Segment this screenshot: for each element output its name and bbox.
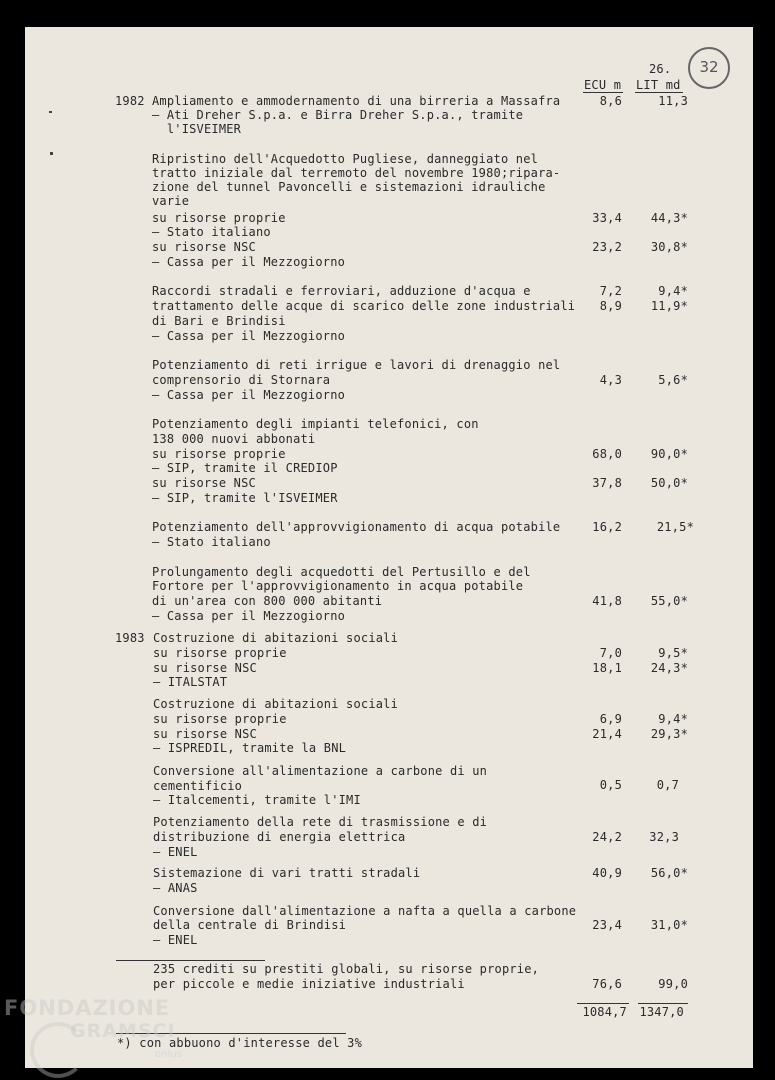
entry-line: Potenziamento di reti irrigue e lavori di drenaggio nel	[152, 358, 561, 372]
entry-line: su risorse proprie	[152, 447, 286, 461]
entry-line: distribuzione di energia elettrica	[153, 830, 406, 844]
lit-value: 24,3*	[650, 661, 688, 675]
entry-line: Conversione all'alimentazione a carbone di un	[153, 764, 488, 778]
entry-line: – Cassa per il Mezzogiorno	[152, 329, 346, 343]
ecu-value: 8,6	[599, 94, 622, 108]
separator-line	[116, 960, 265, 961]
entry-line: – Stato italiano	[152, 535, 271, 549]
entry-line: Potenziamento degli impianti telefonici, con	[152, 417, 479, 431]
entry-line: – Cassa per il Mezzogiorno	[152, 255, 346, 269]
entry-line: tratto iniziale dal terremoto del novembre 1980;ripara-	[152, 166, 561, 180]
entry-line: Costruzione di abitazioni sociali	[153, 631, 399, 645]
page-number: 26.	[649, 62, 672, 76]
lit-value: 32,3	[649, 830, 679, 844]
stamp-number: 32	[699, 58, 719, 76]
entry-line: – SIP, tramite il CREDIOP	[152, 461, 338, 475]
header-lit-underline	[635, 92, 683, 93]
header-lit: LIT md	[636, 78, 681, 92]
lit-value: 11,9*	[650, 299, 688, 313]
year-1983: 1983	[115, 631, 145, 645]
lit-value: 11,3	[658, 94, 688, 108]
footnote: *) con abbuono d'interesse del 3%	[117, 1036, 363, 1050]
entry-line: Conversione dall'alimentazione a nafta a quella a carbone	[153, 904, 577, 918]
entry-line: Ampliamento e ammodernamento di una birreria a Massafra	[152, 94, 561, 108]
entry-line: di un'area con 800 000 abitanti	[152, 594, 383, 608]
entry-line: – Stato italiano	[152, 225, 271, 239]
lit-value: 29,3*	[650, 727, 688, 741]
lit-value: 50,0*	[650, 476, 688, 490]
ecu-value: 7,0	[599, 646, 622, 660]
ecu-value: 8,9	[599, 299, 622, 313]
ecu-value: 23,4	[592, 918, 622, 932]
watermark-line2: GRAMSCI	[70, 1020, 176, 1042]
header-ecu-underline	[583, 92, 623, 93]
entry-line: – Cassa per il Mezzogiorno	[152, 609, 346, 623]
lit-value: 9,4*	[658, 284, 688, 298]
entry-line: – ENEL	[153, 933, 198, 947]
ecu-value: 76,6	[592, 977, 622, 991]
total-ecu-rule	[577, 1003, 629, 1004]
entry-line: – SIP, tramite l'ISVEIMER	[152, 491, 338, 505]
ecu-value: 4,3	[599, 373, 622, 387]
speck	[49, 111, 52, 113]
total-lit-rule	[638, 1003, 688, 1004]
entry-line: su risorse proprie	[153, 712, 287, 726]
speck	[50, 152, 53, 155]
ecu-value: 16,2	[592, 520, 622, 534]
year-1982: 1982	[115, 94, 145, 108]
lit-value: 30,8*	[650, 240, 688, 254]
entry-line: cementificio	[153, 779, 243, 793]
entry-line: 138 000 nuovi abbonati	[152, 432, 316, 446]
entry-line: su risorse NSC	[153, 727, 257, 741]
ecu-value: 23,2	[592, 240, 622, 254]
entry-line: zione del tunnel Pavoncelli e sistemazioni idrauliche	[152, 180, 546, 194]
entry-line: su risorse proprie	[153, 646, 287, 660]
lit-value: 55,0*	[650, 594, 688, 608]
total-ecu: 1084,7	[582, 1005, 627, 1019]
lit-value: 9,5*	[658, 646, 688, 660]
entry-line: su risorse NSC	[152, 240, 256, 254]
lit-value: 9,4*	[658, 712, 688, 726]
ecu-value: 68,0	[592, 447, 622, 461]
entry-line: su risorse proprie	[152, 211, 286, 225]
ecu-value: 7,2	[599, 284, 622, 298]
ecu-value: 24,2	[592, 830, 622, 844]
ecu-value: 18,1	[592, 661, 622, 675]
entry-line: della centrale di Brindisi	[153, 918, 347, 932]
watermark-logo	[30, 1022, 86, 1078]
total-lit: 1347,0	[639, 1005, 684, 1019]
lit-value: 90,0*	[650, 447, 688, 461]
entry-line: – ANAS	[153, 881, 198, 895]
entry-line: – ITALSTAT	[153, 675, 228, 689]
ecu-value: 41,8	[592, 594, 622, 608]
lit-value: 21,5*	[656, 520, 694, 534]
lit-value: 0,7	[656, 778, 679, 792]
lit-value: 5,6*	[658, 373, 688, 387]
lit-value: 99,0	[658, 977, 688, 991]
entry-line: – ENEL	[153, 845, 198, 859]
entry-line: 235 crediti su prestiti globali, su risorse proprie,	[153, 962, 540, 976]
watermark-line3: onlus	[155, 1049, 182, 1060]
entry-line: su risorse NSC	[153, 661, 257, 675]
entry-line: Potenziamento dell'approvvigionamento di acqua potabile	[152, 520, 561, 534]
entry-line: Fortore per l'approvvigionamento in acqua potabile	[152, 579, 524, 593]
entry-line: – ISPREDIL, tramite la BNL	[153, 741, 347, 755]
document-page	[25, 27, 753, 1068]
entry-line: l'ISVEIMER	[152, 122, 242, 136]
lit-value: 31,0*	[650, 918, 688, 932]
entry-line: Ripristino dell'Acquedotto Pugliese, danneggiato nel	[152, 152, 539, 166]
ecu-value: 21,4	[592, 727, 622, 741]
lit-value: 56,0*	[650, 866, 688, 880]
entry-line: Prolungamento degli acquedotti del Pertusillo e del	[152, 565, 531, 579]
entry-line: per piccole e medie iniziative industriali	[153, 977, 465, 991]
entry-line: – Ati Dreher S.p.a. e Birra Dreher S.p.a., tramite	[152, 108, 524, 122]
entry-line: Potenziamento della rete di trasmissione e di	[153, 815, 488, 829]
entry-line: Raccordi stradali e ferroviari, adduzione d'acqua e	[152, 284, 531, 298]
entry-line: su risorse NSC	[152, 476, 256, 490]
ecu-value: 40,9	[592, 866, 622, 880]
entry-line: comprensorio di Stornara	[152, 373, 331, 387]
entry-line: varie	[152, 194, 190, 208]
ecu-value: 37,8	[592, 476, 622, 490]
watermark-line1: FONDAZIONE	[4, 996, 171, 1020]
entry-line: trattamento delle acque di scarico delle zone industriali	[152, 299, 576, 313]
entry-line: – Cassa per il Mezzogiorno	[152, 388, 346, 402]
ecu-value: 0,5	[599, 778, 622, 792]
entry-line: Costruzione di abitazioni sociali	[153, 697, 399, 711]
entry-line: – Italcementi, tramite l'IMI	[153, 793, 361, 807]
entry-line: Sistemazione di vari tratti stradali	[153, 866, 421, 880]
header-ecu: ECU m	[584, 78, 622, 92]
ecu-value: 33,4	[592, 211, 622, 225]
ecu-value: 6,9	[599, 712, 622, 726]
lit-value: 44,3*	[650, 211, 688, 225]
entry-line: di Bari e Brindisi	[152, 314, 286, 328]
archive-stamp	[688, 47, 730, 89]
